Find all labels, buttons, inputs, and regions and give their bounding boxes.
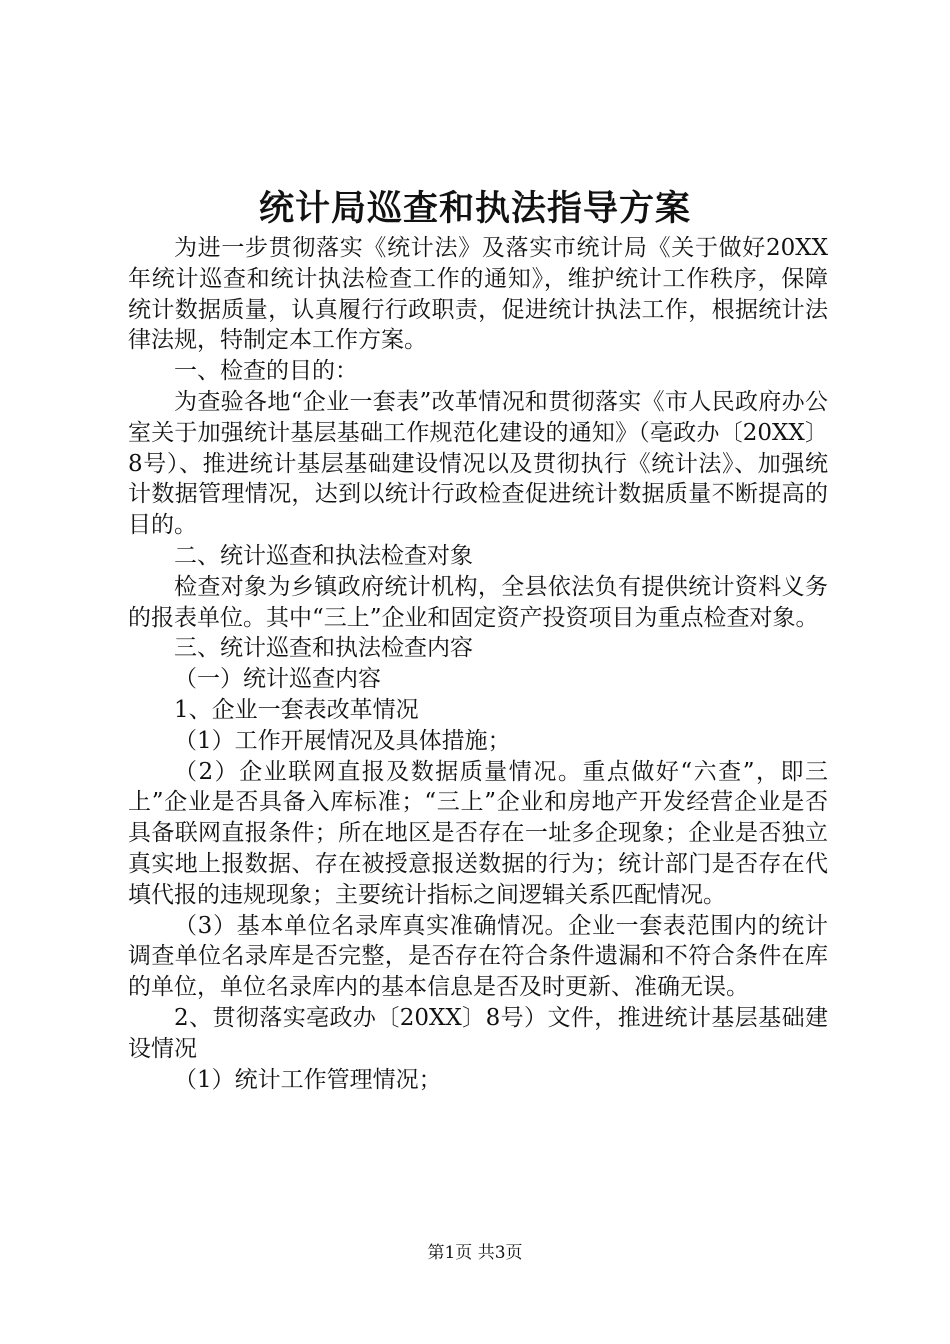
subsection-heading-inspection: （一）统计巡查内容 (174, 666, 381, 693)
document-body (128, 233, 828, 1095)
purpose-paragraph: 为查验各地“企业一套表”改革情况和贯彻落实《市人民政府办公室关于加强统计基层基础工作规范化建设的通知》（亳政办〔20XX〕8号）、推进统计基层基础建设情况以及贯彻执行《统计法》、加强统计数据管理情况，达到以统计行政检查促进统计数据质量不断提高的目的。 (128, 388, 828, 539)
section-heading-targets: 二、统计巡查和执法检查对象 (174, 542, 473, 569)
item-online-reporting: （2）企业联网直报及数据质量情况。重点做好“六查”，即三上”企业是否具备入库标准；“三上”企业和房地产开发经营企业是否具备联网直报条件；所在地区是否存在一址多企现象；企业是否独立真实地上报数据、存在被授意报送数据的行为；统计部门是否存在代填代报的违规现象；主要统计指标之间逻辑关系匹配情况。 (128, 758, 828, 908)
item-heading-reform: 1、企业一套表改革情况 (174, 696, 419, 723)
section-heading-purpose: 一、检查的目的： (174, 358, 358, 385)
section-heading-content: 三、统计巡查和执法检查内容 (174, 635, 473, 662)
page-footer: 第1页 共3页 (427, 1243, 523, 1263)
item-work-progress: （1）工作开展情况及具体措施； (174, 727, 511, 754)
item-heading-implementation: 2、贯彻落实亳政办〔20XX〕8号）文件，推进统计基层基础建设情况 (128, 1004, 828, 1062)
targets-paragraph: 检查对象为乡镇政府统计机构，全县依法负有提供统计资料义务的报表单位。其中“三上”企业和固定资产投资项目为重点检查对象。 (128, 573, 828, 631)
intro-paragraph: 为进一步贯彻落实《统计法》及落实市统计局《关于做好20XX年统计巡查和统计执法检查工作的通知》，维护统计工作秩序，保障统计数据质量，认真履行行政职责，促进统计执法工作，根据统计法律法规，特制定本工作方案。 (128, 235, 828, 354)
document-title: 统计局巡查和执法指导方案 (258, 188, 691, 229)
item-directory-accuracy: （3）基本单位名录库真实准确情况。企业一套表范围内的统计调查单位名录库是否完整，是否存在符合条件遗漏和不符合条件在库的单位，单位名录库内的基本信息是否及时更新、准确无误。 (128, 912, 828, 1001)
item-management: （1）统计工作管理情况； (174, 1066, 442, 1093)
